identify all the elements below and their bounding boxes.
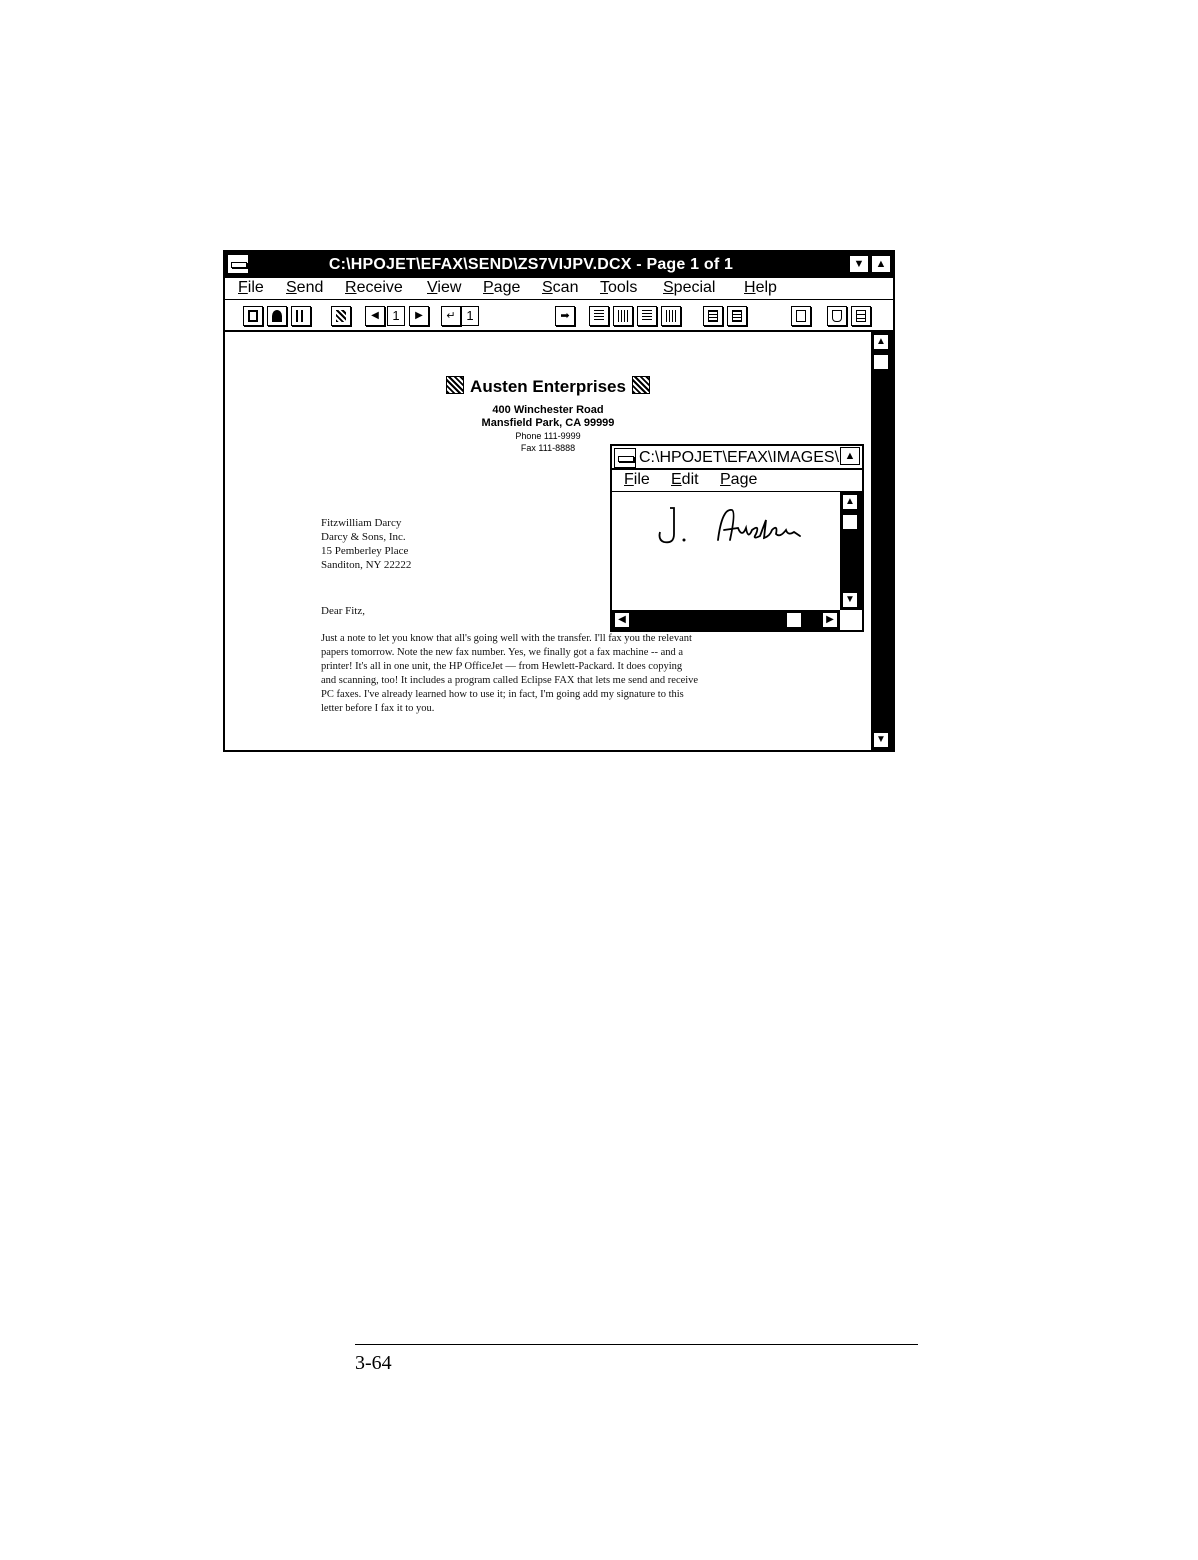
signature-vertical-scrollbar[interactable] <box>840 492 862 610</box>
letterhead <box>225 376 871 397</box>
body-line: letter before I fax it to you. <box>321 703 435 714</box>
vertical-scrollbar[interactable] <box>871 332 893 750</box>
scroll-left-icon[interactable]: ◀ <box>614 612 630 628</box>
body-line: and scanning, too! It includes a program called Eclipse FAX that lets me send and receive <box>321 675 699 686</box>
minimize-button[interactable]: ▼ <box>849 255 869 273</box>
window-title: C:\HPOJET\EFAX\SEND\ZS7VIJPV.DCX - Page 1 of 1 <box>328 256 734 273</box>
menu-special[interactable]: Special <box>663 279 716 296</box>
current-page-number[interactable]: 1 <box>387 306 405 326</box>
go-to-page-number[interactable]: 1 <box>461 306 479 326</box>
company-logo-icon <box>632 376 650 394</box>
recipient-line: Darcy & Sons, Inc. <box>321 531 406 543</box>
letter-body <box>321 632 791 716</box>
page-number: 3-64 <box>355 1352 392 1374</box>
scroll-thumb[interactable] <box>786 612 802 628</box>
menu-file[interactable]: File <box>238 279 264 296</box>
zoom-width-icon[interactable] <box>613 306 633 326</box>
salutation: Dear Fitz, <box>321 605 365 617</box>
zoom-full-icon[interactable] <box>661 306 681 326</box>
annotate-icon[interactable] <box>791 306 811 326</box>
signature-title-bar[interactable] <box>612 446 862 470</box>
fax-send-icon[interactable] <box>267 306 287 326</box>
body-line: papers tomorrow. Note the new fax number. Yes, we finally got a fax machine -- and a <box>321 647 684 658</box>
signature-icon[interactable] <box>851 306 871 326</box>
maximize-button[interactable]: ▲ <box>840 447 860 465</box>
go-to-page-icon[interactable]: ↵ <box>441 306 461 326</box>
insert-arrow-icon[interactable]: ➡ <box>555 306 575 326</box>
zoom-page-icon[interactable] <box>589 306 609 326</box>
menu-bar <box>225 278 893 300</box>
recipient-line: Fitzwilliam Darcy <box>321 517 402 529</box>
maximize-button[interactable]: ▲ <box>871 255 891 273</box>
scroll-up-icon[interactable]: ▲ <box>842 494 858 510</box>
menu-tools[interactable]: Tools <box>600 279 638 296</box>
menu-view[interactable]: View <box>427 279 462 296</box>
company-street: 400 Winchester Road <box>492 404 604 416</box>
recipient-line: 15 Pemberley Place <box>321 545 409 557</box>
company-fax: Fax 111-8888 <box>520 443 576 453</box>
system-menu-icon[interactable] <box>614 448 636 468</box>
two-page-icon[interactable] <box>727 306 747 326</box>
scroll-thumb[interactable] <box>842 514 858 530</box>
toolbar <box>225 300 893 332</box>
next-page-icon[interactable]: ▶ <box>409 306 429 326</box>
recipient-line: Sanditon, NY 22222 <box>321 559 412 571</box>
signature-horizontal-scrollbar[interactable] <box>612 610 840 630</box>
thumbnails-icon[interactable] <box>291 306 311 326</box>
company-logo-icon <box>446 376 464 394</box>
signature-image <box>648 502 828 550</box>
copy-pages-icon[interactable] <box>243 306 263 326</box>
scroll-thumb[interactable] <box>873 354 889 370</box>
company-phone: Phone 111-9999 <box>515 431 581 441</box>
single-page-icon[interactable] <box>703 306 723 326</box>
menu-receive[interactable]: Receive <box>345 279 403 296</box>
zoom-half-icon[interactable] <box>637 306 657 326</box>
menu-page[interactable]: Page <box>720 471 758 488</box>
scroll-up-icon[interactable]: ▲ <box>873 334 889 350</box>
menu-file[interactable]: File <box>624 471 650 488</box>
scroll-right-icon[interactable]: ▶ <box>822 612 838 628</box>
menu-scan[interactable]: Scan <box>542 279 579 296</box>
company-name: Austen Enterprises <box>470 377 626 396</box>
recipient-address <box>321 516 411 572</box>
body-line: Just a note to let you know that all's going well with the transfer. I'll fax you the relevant <box>321 633 692 644</box>
body-line: PC faxes. I've already learned how to use it; in fact, I'm going add my signature to this <box>321 689 684 700</box>
signature-menu-bar <box>612 470 862 492</box>
signature-image-window <box>610 444 864 632</box>
footer-divider <box>355 1344 918 1345</box>
scroll-down-icon[interactable]: ▼ <box>842 592 858 608</box>
signature-window-title: C:\HPOJET\EFAX\IMAGES\ <box>639 449 840 466</box>
body-line: printer! It's all in one unit, the HP OfficeJet — from Hewlett-Packard. It does copying <box>321 661 683 672</box>
title-bar[interactable] <box>225 252 893 278</box>
menu-page[interactable]: Page <box>483 279 521 296</box>
menu-send[interactable]: Send <box>286 279 324 296</box>
scroll-down-icon[interactable]: ▼ <box>873 732 889 748</box>
previous-page-icon[interactable]: ◀ <box>365 306 385 326</box>
menu-help[interactable]: Help <box>744 279 777 296</box>
company-city: Mansfield Park, CA 99999 <box>481 417 615 429</box>
menu-edit[interactable]: Edit <box>671 471 699 488</box>
stamp-icon[interactable] <box>827 306 847 326</box>
scan-icon[interactable] <box>331 306 351 326</box>
